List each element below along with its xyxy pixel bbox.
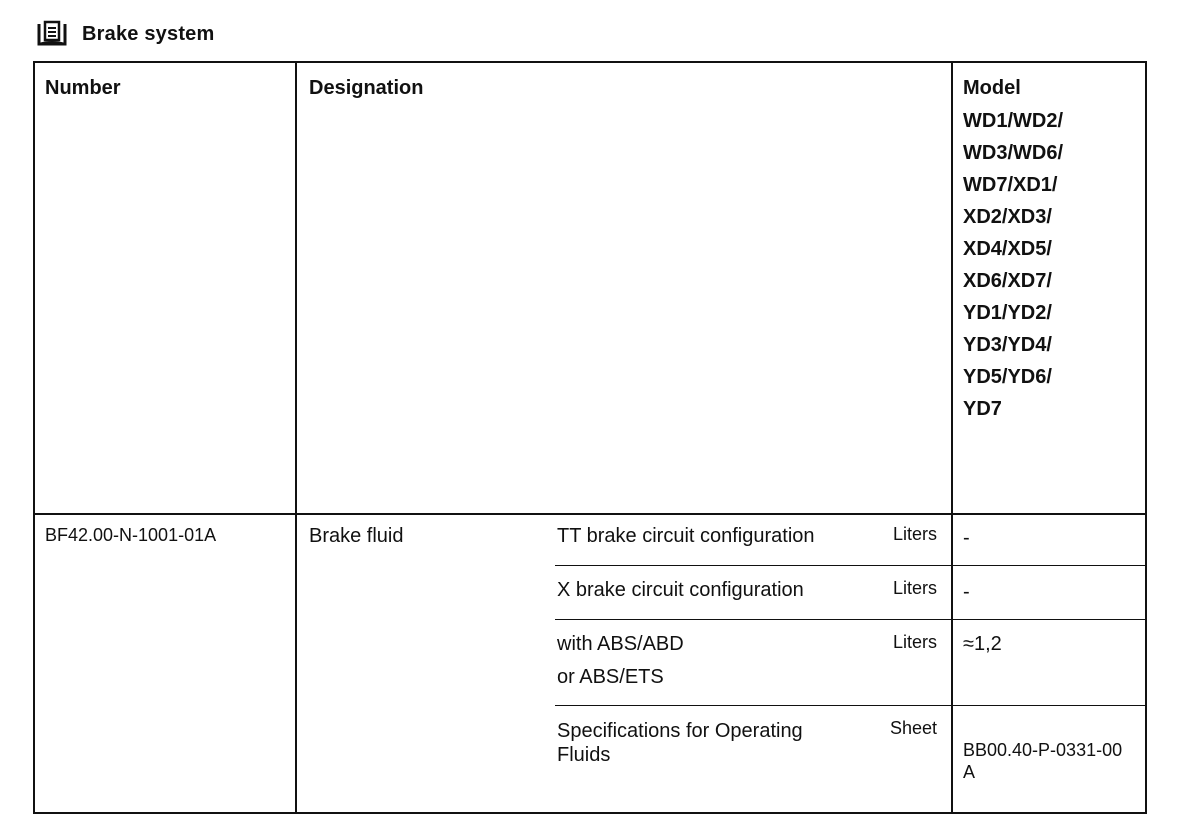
model-item: WD3/WD6/ [963,142,1063,164]
subrow-unit: Liters [892,632,937,652]
column-header-number: Number [45,77,121,99]
subrow-unit: Liters [892,578,937,598]
model-item: WD1/WD2/ [963,110,1063,132]
subrow-value: - [963,581,970,603]
subrow-label-line1: with ABS/ABD [557,633,684,655]
subrow-divider [555,565,1145,566]
model-list [963,105,1063,425]
model-item: YD1/YD2/ [963,302,1052,324]
page-title: Brake system [82,22,215,45]
row-divider [35,513,1145,515]
subrow-label: Specifications for Operating Fluids [557,720,803,766]
subrow-unit: Liters [892,524,937,544]
designation-name: Brake fluid [309,525,404,547]
model-item: XD2/XD3/ [963,206,1052,228]
subrow-value: - [963,527,970,549]
subrow-divider [555,619,1145,620]
column-divider [295,63,297,812]
maintenance-book-icon [36,20,68,48]
subrow-unit: Sheet [889,718,937,738]
model-item: WD7/XD1/ [963,174,1058,196]
model-item: YD5/YD6/ [963,366,1052,388]
subrow-divider [555,705,1145,706]
model-item: XD4/XD5/ [963,238,1052,260]
subrow-value: ≈1,2 [963,633,1002,655]
column-header-model: Model [963,77,1021,99]
column-header-designation: Designation [309,77,424,99]
model-item: XD6/XD7/ [963,270,1052,292]
subrow-value: BB00.40-P-0331-00 A [963,740,1123,782]
column-divider [951,63,953,812]
specification-table [33,61,1147,814]
page-header [36,16,215,52]
model-item: YD3/YD4/ [963,334,1052,356]
subrow-label: X brake circuit configuration [557,579,804,601]
model-item: YD7 [963,398,1002,420]
subrow-label-line2: or ABS/ETS [557,666,664,688]
part-number: BF42.00-N-1001-01A [45,525,217,545]
subrow-label: TT brake circuit configuration [557,525,815,547]
